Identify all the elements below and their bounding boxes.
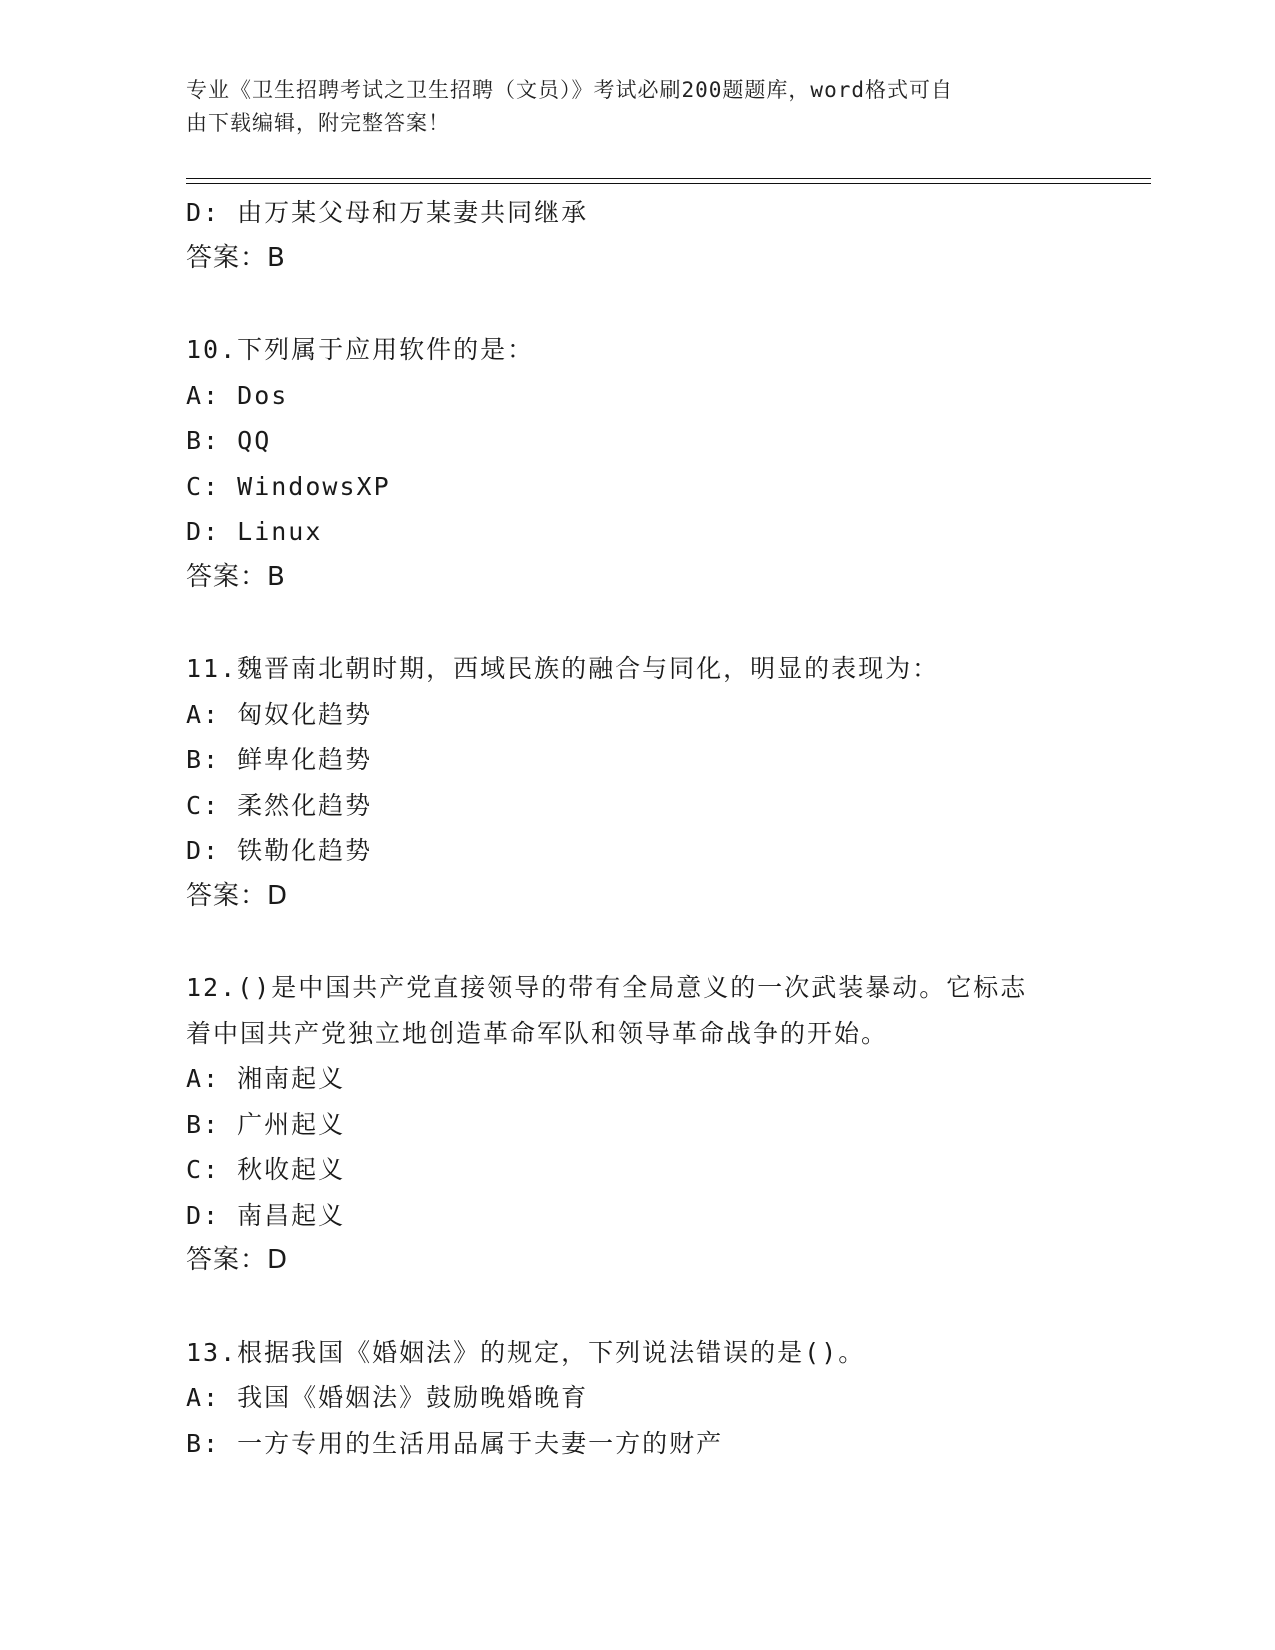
question-12 bbox=[186, 965, 1136, 1284]
answer-line: 答案：D bbox=[186, 880, 289, 911]
question-title: 10.下列属于应用软件的是： bbox=[186, 335, 535, 364]
header-rule-top bbox=[186, 178, 1151, 179]
option-b: B: 广州起义 bbox=[186, 1109, 346, 1139]
answer-line: 答案：D bbox=[186, 1245, 289, 1275]
option-a: A: 匈奴化趋势 bbox=[186, 699, 373, 729]
answer-line: 答案：B bbox=[186, 242, 286, 273]
option-d: D: 南昌起义 bbox=[186, 1200, 346, 1230]
header-line-1: 专业《卫生招聘考试之卫生招聘（文员）》考试必刷200题题库，word格式可自 bbox=[186, 78, 953, 102]
option-a: A: 我国《婚姻法》鼓励晚婚晚育 bbox=[186, 1383, 589, 1412]
question-13 bbox=[186, 1330, 1136, 1467]
question-title-line-2: 着中国共产党独立地创造革命军队和领导革命战争的开始。 bbox=[186, 1018, 889, 1048]
prev-question-tail bbox=[186, 190, 1136, 281]
option-d: D: 铁勒化趋势 bbox=[186, 836, 373, 865]
option-d: D: Linux bbox=[186, 517, 323, 546]
option-a: A: Dos bbox=[186, 380, 289, 410]
question-title: 11.魏晋南北朝时期，西域民族的融合与同化，明显的表现为： bbox=[186, 654, 940, 683]
document-header bbox=[186, 74, 1086, 140]
question-list bbox=[186, 190, 1136, 1466]
option-a: A: 湘南起义 bbox=[186, 1064, 346, 1093]
option-b: B: QQ bbox=[186, 426, 272, 455]
question-10 bbox=[186, 327, 1136, 600]
option-b: B: 鲜卑化趋势 bbox=[186, 745, 373, 774]
option-c: C: 柔然化趋势 bbox=[186, 790, 373, 820]
header-rule-bottom bbox=[186, 183, 1151, 184]
option-c: C: 秋收起义 bbox=[186, 1155, 346, 1184]
question-11 bbox=[186, 646, 1136, 919]
option-c: C: WindowsXP bbox=[186, 471, 391, 501]
answer-line: 答案：B bbox=[186, 561, 286, 592]
option-b: B: 一方专用的生活用品属于夫妻一方的财产 bbox=[186, 1428, 724, 1458]
question-title-line-1: 12.()是中国共产党直接领导的带有全局意义的一次武装暴动。它标志 bbox=[186, 973, 1028, 1002]
option-d: D: 由万某父母和万某妻共同继承 bbox=[186, 198, 589, 227]
header-line-2: 由下载编辑，附完整答案！ bbox=[186, 111, 450, 135]
question-title: 13.根据我国《婚姻法》的规定，下列说法错误的是()。 bbox=[186, 1337, 866, 1367]
